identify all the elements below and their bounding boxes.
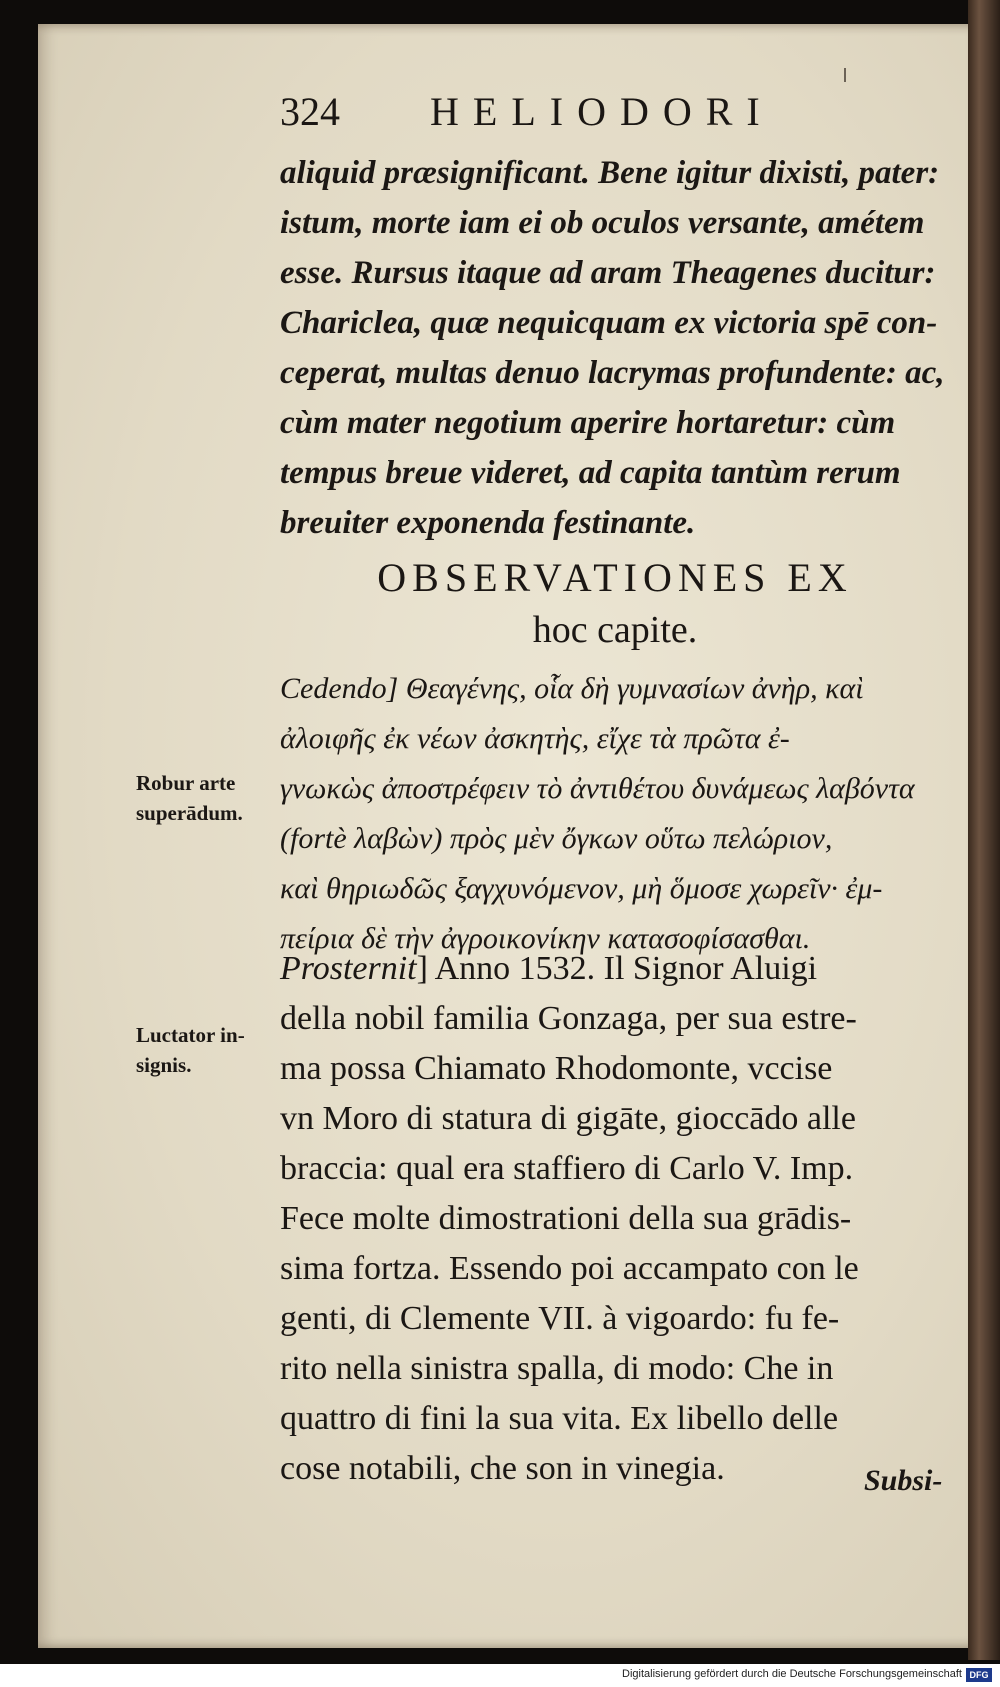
text-line: Fece molte dimostrationi della sua grādis-	[280, 1200, 852, 1237]
margin-note-line: superādum.	[136, 801, 243, 825]
text-line: istum, morte iam ei ob oculos versante, amétem	[280, 205, 925, 241]
text-line: sima fortza. Essendo poi accampato con le	[280, 1250, 859, 1287]
text-line: καὶ θηριωδῶς ξαγχυνόμενον, μὴ ὅμοσε χωρεῖν· ἐμ-	[280, 872, 883, 905]
text-line: braccia: qual era staffiero di Carlo V. Imp.	[280, 1150, 854, 1187]
text-line: vn Moro di statura di gigāte, gioccādo alle	[280, 1100, 856, 1137]
text-line: breuiter exponenda festinante.	[280, 505, 696, 541]
margin-note-line: Luctator in-	[136, 1023, 245, 1047]
text-line: ma possa Chiamato Rhodomonte, vccise	[280, 1050, 833, 1087]
page-header	[280, 88, 940, 138]
page-number: 324	[280, 89, 340, 134]
text-line: γνωκὼς ἀποστρέφειν τὸ ἀντιθέτου δυνάμεως λαβόντα	[280, 772, 915, 805]
text-line: della nobil familia Gonzaga, per sua estre-	[280, 1000, 857, 1037]
text-line: (fortè λαβὼν) πρὸς μὲν ὄγκων οὕτω πελώριον,	[280, 822, 833, 855]
lemma: Prosternit	[280, 950, 417, 987]
funding-credit: Digitalisierung gefördert durch die Deutsche Forschungsgemeinschaft	[622, 1668, 962, 1680]
text-line: πείρια δὲ τὴν ἀγροικονίκην κατασοφίσασθαι.	[280, 922, 811, 955]
running-head: HELIODORI	[430, 89, 774, 134]
text-line: genti, di Clemente VII. à vigoardo: fu fe-	[280, 1300, 840, 1337]
page-mark	[844, 68, 846, 82]
section-heading	[280, 552, 950, 656]
text-line	[280, 664, 950, 714]
text-line: quattro di fini la sua vita. Ex libello delle	[280, 1400, 839, 1437]
text-line: ceperat, multas denuo lacrymas profundente: ac,	[280, 355, 945, 391]
lemma: Cedendo	[280, 672, 387, 705]
heading-line-1: OBSERVATIONES EX	[377, 555, 853, 600]
text-line: ἀλοιφῆς ἐκ νέων ἀσκητὴς, εἴχε τὰ πρῶτα ἐ-	[280, 722, 790, 755]
text-line: rito nella sinistra spalla, di modo: Che in	[280, 1350, 834, 1387]
text-line: Chariclea, quæ nequicquam ex victoria spē con-	[280, 305, 938, 341]
catchword: Subsi-	[864, 1464, 943, 1497]
dfg-logo-icon: DFG	[966, 1668, 992, 1682]
text-line: cùm mater negotium aperire hortaretur: cùm	[280, 405, 896, 441]
text-line: tempus breue videret, ad capita tantùm rerum	[280, 455, 901, 491]
text-line: esse. Rursus itaque ad aram Theagenes ducitur:	[280, 255, 936, 291]
text-line: cose notabili, che son in vinegia.	[280, 1450, 725, 1487]
text-line-rest: ] Θεαγένης, οἷα δὴ γυμνασίων ἀνὴρ, καὶ	[386, 672, 864, 705]
text-line: aliquid præsignificant. Bene igitur dixisti, pater:	[280, 155, 940, 191]
heading-line-2: hoc capite.	[532, 609, 698, 651]
margin-note-line: signis.	[136, 1053, 192, 1077]
text-line	[280, 944, 950, 994]
margin-note-line: Robur arte	[136, 771, 236, 795]
digitization-footer	[0, 1664, 1000, 1687]
greek-paragraph	[280, 664, 950, 964]
margin-note	[136, 1020, 278, 1080]
margin-note	[136, 768, 278, 828]
roman-paragraph	[280, 944, 950, 1494]
text-line-rest: ] Anno 1532. Il Signor Aluigi	[416, 950, 818, 987]
italic-paragraph	[280, 148, 950, 548]
book-spine	[968, 0, 1000, 1660]
